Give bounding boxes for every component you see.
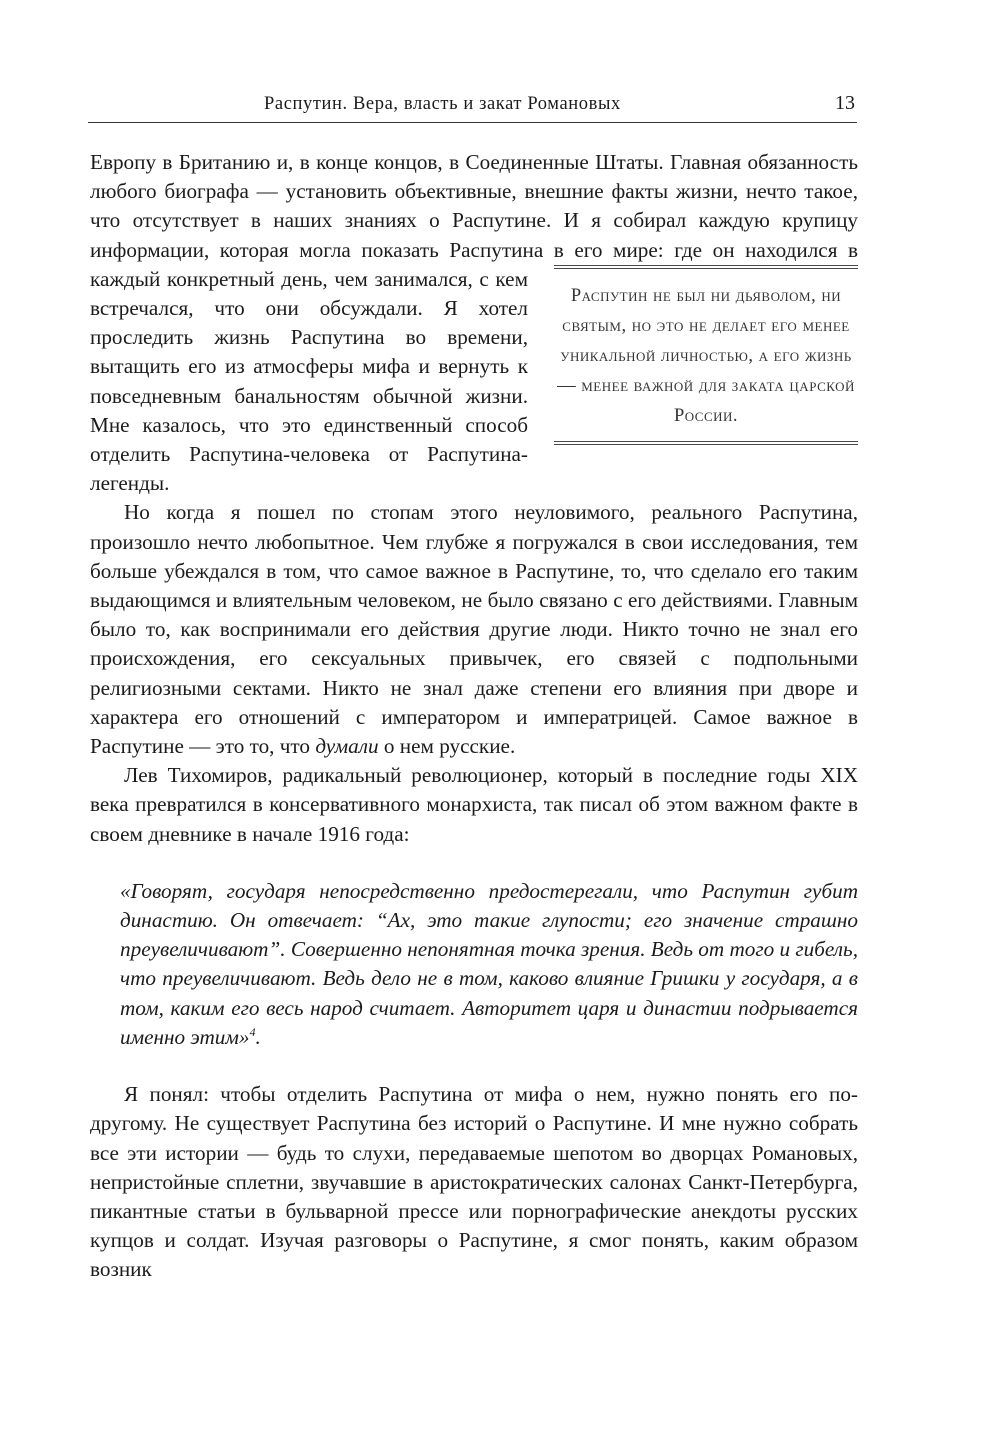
quote-text: .: [255, 1024, 261, 1049]
paragraph-text: Я понял: чтобы отделить Распутина от мифа о нем, нужно понять его по-другому. Не существует Распутина без историй о Распутине. И мне нужно собрать все эти истории — будь то слухи, передаваемые шепотом во дворцах Романовых, непристойные сплетни, звучавшие в аристократических салонах Санкт-Петербурга, пикантные статьи в бульварной прессе или порнографические анекдоты русских купцов и солдат. Изучая разговоры о Распутине, я смог понять, каким образом возник: [90, 1082, 858, 1282]
paragraph-text: Европу в Британию и, в конце концов, в Соединенные Штаты. Главная обязанность любого биографа — установить объективные, внешние факты жизни, нечто такое, что отсутствует в наших знаниях о Распутине. И я собирал каждую крупицу информации, которая могла показать Распутина в его мире: где он находился в каждый конкретный день, чем: [90, 150, 858, 291]
paragraph: [90, 1080, 858, 1284]
pull-quote-box: [554, 265, 858, 445]
footnote-ref[interactable]: 4: [249, 1024, 256, 1039]
page-number: 13: [835, 92, 855, 114]
running-title: Распутин. Вера, власть и закат Романовых: [264, 94, 621, 114]
paragraph: [90, 498, 858, 761]
paragraph-text: занимался, с кем встречался, что они обсуждали. Я хотел проследить жизнь Распутина во времени, вытащить его из атмосферы мифа и вернуть к повседневным банальностям обычной жизни. Мне казалось, что это единственный способ отделить Распутина-человека от Распутина-легенды.: [90, 266, 528, 496]
paragraph-text: Но когда я пошел по стопам этого неуловимого, реального Распутина, произошло нечто любопытное. Чем глубже я погружался в свои исследования, тем больше убеждался в том, что самое важное в Распутине, то, что сделало его таким выдающимся и влиятельным человеком, не было связано с его действиями. Главным было то, как воспринимали его действия другие люди. Никто точно не знал его происхождения, его сексуальных привычек, его связей с подпольными религиозными сектами. Никто не знал даже степени его влияния при дворе и характера его отношений с императором и императрицей. Самое важное в Распутине — это то, что: [90, 500, 858, 759]
pull-quote-text: Распутин не был ни дьяволом, ни святым, но это не делает его менее уникальной личностью, а его жизнь — менее важной для заката царской России.: [557, 285, 855, 426]
paragraph: [90, 761, 858, 849]
quote-text: «Говорят, государя непосредственно предостерегали, что Распутин губит династию. Он отвечает: “Ах, это такие глупости; его значение страшно преувеличивают”. Совершенно непонятная точка зрения. Ведь от того и гибель, что преувеличивают. Ведь дело не в том, каково влияние Гришки у государя, а в том, каким его весь народ считает. Авторитет царя и династии подрывается именно этим»: [120, 878, 858, 1049]
running-header: [88, 88, 857, 123]
paragraph-text: о нем русские.: [378, 734, 516, 759]
paragraph-continued: [90, 148, 858, 498]
emphasis: думали: [315, 734, 379, 759]
block-quote: [90, 877, 858, 1052]
main-text: [90, 148, 858, 1285]
paragraph-text: Лев Тихомиров, радикальный революционер, который в последние годы XIX века превратился в консервативного монархиста, так писал об этом важном факте в своем дневнике в начале 1916 года:: [90, 763, 858, 846]
